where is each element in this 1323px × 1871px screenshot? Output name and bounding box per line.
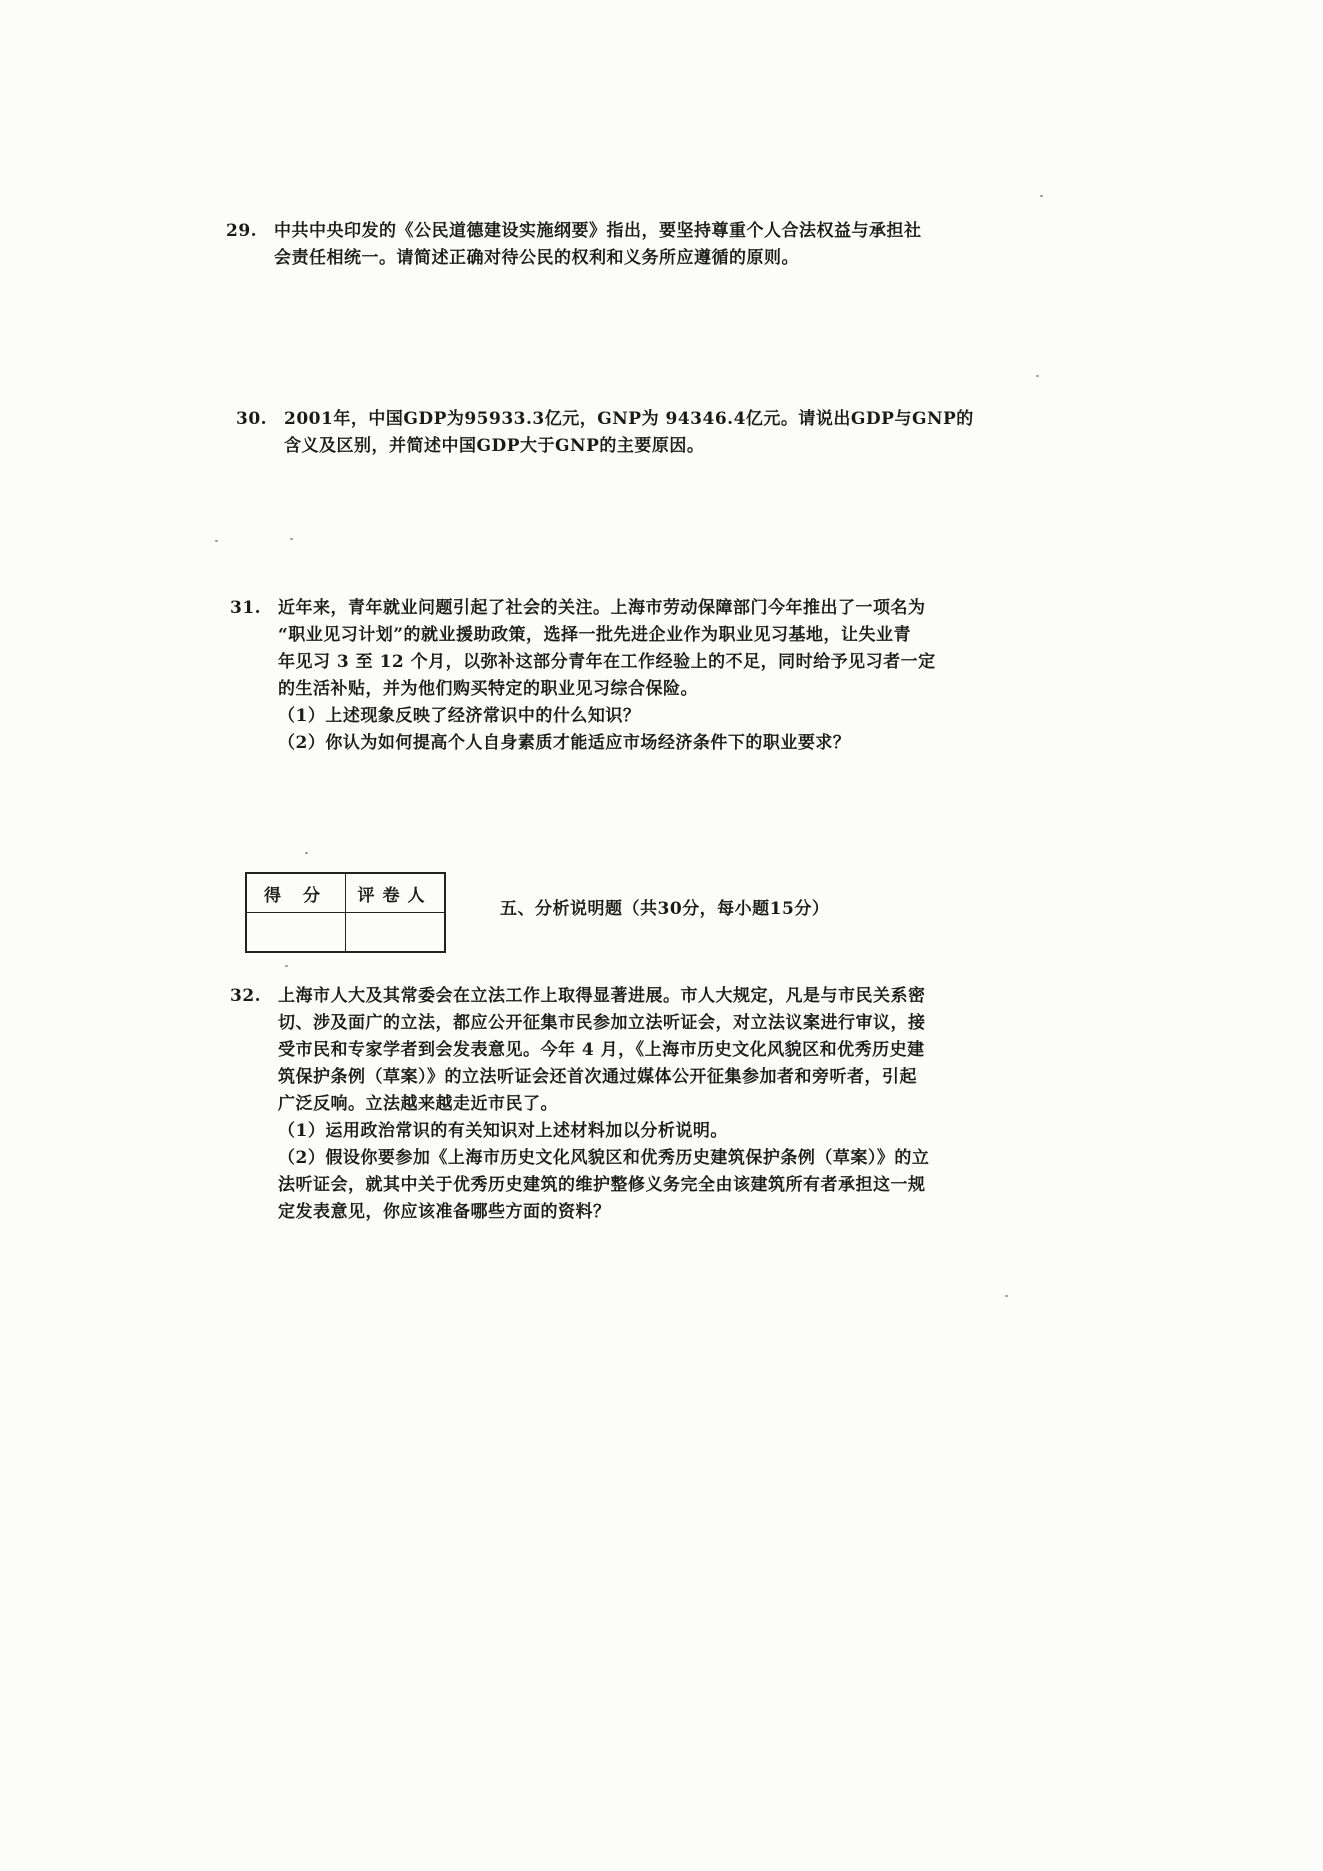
question-32 (230, 983, 929, 1226)
section-title: 五、分析说明题（共30分，每小题15分） (500, 899, 830, 919)
score-header: 得 分 (246, 873, 346, 913)
sub-question-1: （1）运用政治常识的有关知识对上述材料加以分析说明。 (278, 1121, 728, 1141)
sub-question-2-continued: 定发表意见，你应该准备哪些方面的资料？ (278, 1202, 611, 1222)
scan-speck (285, 965, 288, 967)
sub-question-2: （2）你认为如何提高个人自身素质才能适应市场经济条件下的职业要求？ (278, 733, 851, 753)
question-text-line: 受市民和专家学者到会发表意见。今年 4 月，《上海市历史文化风貌区和优秀历史建 (278, 1040, 925, 1060)
question-number: 31. (230, 598, 262, 618)
grader-header: 评卷人 (346, 873, 446, 913)
question-30 (236, 406, 974, 460)
score-cell[interactable] (246, 913, 346, 953)
question-text-line: 广泛反响。立法越来越走近市民了。 (278, 1094, 558, 1114)
question-number: 29. (226, 221, 258, 241)
question-text-line: 会责任相统一。请简述正确对待公民的权利和义务所应遵循的原则。 (274, 248, 799, 268)
scan-speck (215, 540, 218, 542)
question-number: 32. (230, 986, 262, 1006)
question-31 (230, 595, 936, 757)
scan-speck (1036, 375, 1039, 377)
question-text-line: 年见习 3 至 12 个月，以弥补这部分青年在工作经验上的不足，同时给予见习者一定 (278, 652, 936, 672)
question-text-line: 筑保护条例（草案）》的立法听证会还首次通过媒体公开征集参加者和旁听者，引起 (278, 1067, 917, 1087)
question-text-line: 近年来，青年就业问题引起了社会的关注。上海市劳动保障部门今年推出了一项名为 (278, 598, 926, 618)
question-text-line: 2001年，中国GDP为95933.3亿元，GNP为 94346.4亿元。请说出GDP与GNP的 (284, 409, 974, 429)
question-text-line: “职业见习计划”的就业援助政策，选择一批先进企业作为职业见习基地，让失业青 (278, 625, 912, 645)
question-number: 30. (236, 409, 268, 429)
question-29 (226, 218, 922, 272)
score-box (245, 872, 446, 953)
scan-speck (1005, 1295, 1008, 1297)
sub-question-2: （2）假设你要参加《上海市历史文化风貌区和优秀历史建筑保护条例（草案）》的立 (278, 1148, 930, 1168)
scan-speck (1040, 195, 1043, 197)
question-text-line: 上海市人大及其常委会在立法工作上取得显著进展。市人大规定，凡是与市民关系密 (278, 986, 926, 1006)
sub-question-1: （1）上述现象反映了经济常识中的什么知识？ (278, 706, 641, 726)
question-text-line: 含义及区别，并简述中国GDP大于GNP的主要原因。 (284, 436, 705, 456)
scan-speck (305, 852, 308, 854)
question-text-line: 的生活补贴，并为他们购买特定的职业见习综合保险。 (278, 679, 698, 699)
sub-question-2-continued: 法听证会，就其中关于优秀历史建筑的维护整修义务完全由该建筑所有者承担这一规 (278, 1175, 926, 1195)
scan-speck (290, 538, 293, 540)
question-text-line: 切、涉及面广的立法，都应公开征集市民参加立法听证会，对立法议案进行审议，接 (278, 1013, 926, 1033)
question-text-line: 中共中央印发的《公民道德建设实施纲要》指出，要坚持尊重个人合法权益与承担社 (274, 221, 922, 241)
grader-cell[interactable] (346, 913, 446, 953)
